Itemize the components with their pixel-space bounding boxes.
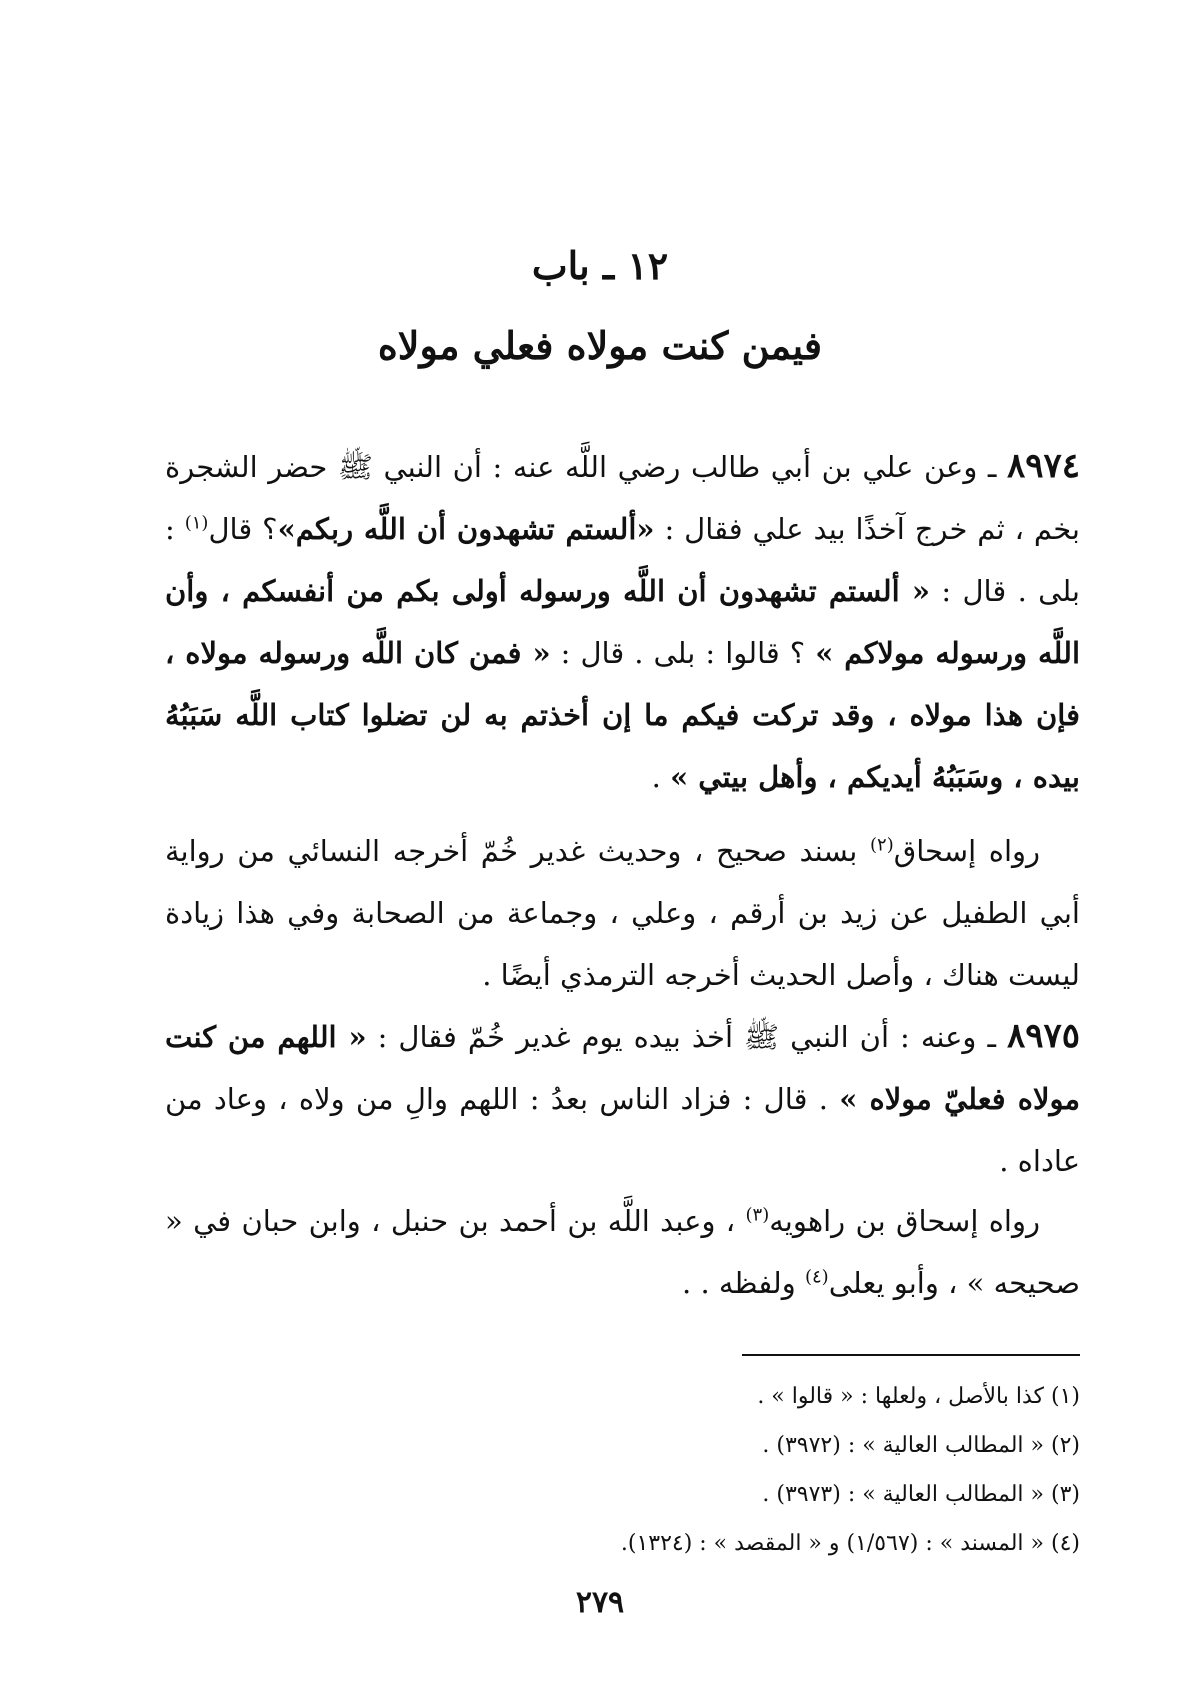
- footnote-item: (٤) « المسند » : (١/٥٦٧) و « المقصد » : (١٣٢٤).: [620, 1531, 1080, 1556]
- hadith-quote: « ألستم تشهدون أن اللَّه ورسوله أولى بكم من أنفسكم ، وأن اللَّه ورسوله مولاكم »: [165, 574, 1080, 670]
- footnotes: [300, 1372, 1080, 1568]
- commentary-text: ، وعبد اللَّه بن أحمد بن حنبل ، وابن حبان في « صحيحه » ، وأبو يعلى: [165, 1204, 1080, 1300]
- hadith-quote: « اللهم من كنت مولاه فعليّ مولاه »: [165, 1020, 1080, 1116]
- hadith-number: ٨٩٧٤: [1006, 446, 1080, 486]
- footnote-item: (٢) « المطالب العالية » : (٣٩٧٢) .: [762, 1433, 1080, 1458]
- commentary-8975: [165, 1190, 1080, 1314]
- hadith-quote: « فمن كان اللَّه ورسوله مولاه ، فإن هذا مولاه ، وقد تركت فيكم ما إن أخذتم به لن تضلوا كتاب اللَّه سَبَبُهُ بيده ، وسَبَبُهُ أيديكم ، وأهل بيتي »: [165, 636, 1080, 794]
- hadith-8975: [165, 1005, 1080, 1192]
- commentary-text: رواه إسحاق: [893, 834, 1041, 868]
- hadith-8974: [165, 435, 1080, 808]
- commentary-text: بسند صحيح ، وحديث غدير خُمّ أخرجه النسائي من رواية أبي الطفيل عن زيد بن أرقم ، وعلي ، وجماعة من الصحابة وفي هذا زيادة ليست هناك ، وأصل الحديث أخرجه الترمذي أيضًا .: [165, 834, 1080, 992]
- commentary-text: رواه إسحاق بن راهويه: [769, 1204, 1040, 1238]
- hadith-quote: «ألستم تشهدون أن اللَّه ربكم»: [277, 512, 655, 546]
- footnote-item: (١) كذا بالأصل ، ولعلها : « قالوا » .: [757, 1384, 1080, 1409]
- commentary-text: ولفظه . .: [682, 1266, 805, 1300]
- hadith-text: ـ وعن علي بن أبي طالب رضي اللَّه عنه : أن النبي ﷺ حضر الشجرة بخم ، ثم خرج آخذًا بيد علي فقال :: [165, 450, 1081, 546]
- footnote-divider: [742, 1354, 1080, 1356]
- hadith-text: ؟ قال: [208, 512, 278, 546]
- hadith-text: ؟ قالوا : بلى . قال :: [550, 636, 816, 670]
- chapter-number: ١٢ ـ باب: [531, 243, 669, 288]
- footnote-ref[interactable]: (٤): [804, 1266, 829, 1288]
- hadith-text: . قال : فزاد الناس بعدُ : اللهم والِ من ولاه ، وعاد من عاداه .: [165, 1082, 1080, 1178]
- commentary-8974: [165, 820, 1080, 1006]
- hadith-text: .: [651, 760, 671, 794]
- hadith-number: ٨٩٧٥: [1006, 1016, 1081, 1056]
- chapter-title: فيمن كنت مولاه فعلي مولاه: [377, 323, 823, 368]
- hadith-text: : بلى . قال :: [165, 512, 1080, 608]
- footnote-ref[interactable]: (٢): [869, 834, 894, 856]
- footnote-item: (٣) « المطالب العالية » : (٣٩٧٣) .: [762, 1482, 1080, 1507]
- footnote-ref[interactable]: (١): [184, 512, 209, 534]
- page-number: ٢٧٩: [575, 1585, 625, 1620]
- footnote-ref[interactable]: (٣): [745, 1204, 770, 1226]
- hadith-text: ـ وعنه : أن النبي ﷺ أخذ بيده يوم غدير خُمّ فقال :: [366, 1020, 1007, 1054]
